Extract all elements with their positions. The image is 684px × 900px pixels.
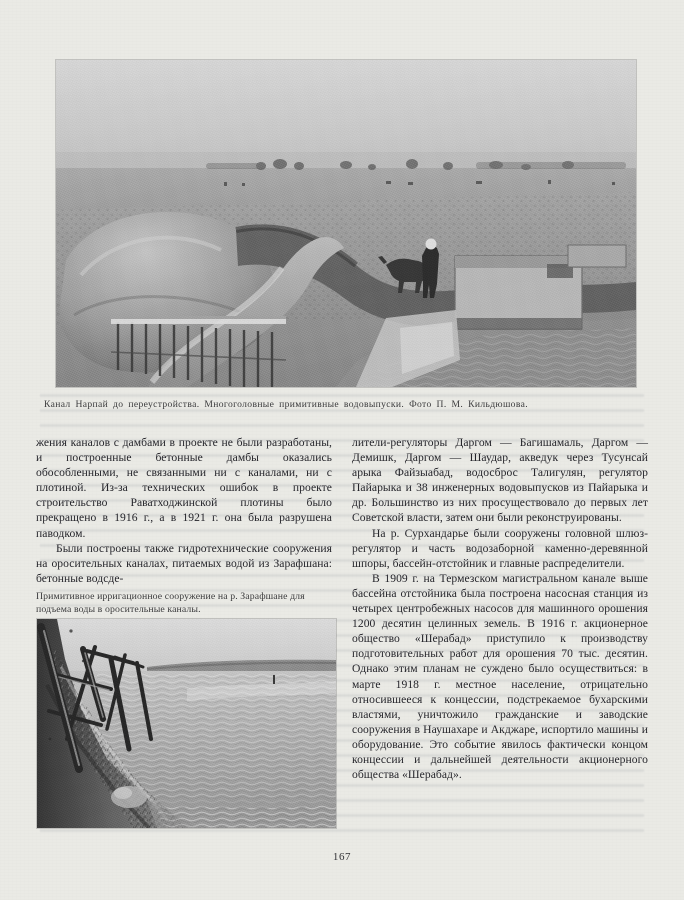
figure-photo-canal-nurpay [56,60,636,387]
text-column-left [36,435,332,618]
photo-grain-overlay [37,619,336,828]
paragraph: жения каналов с дамбами в проекте не были разработаны, и построенные бетонные дамбы оказались обособленными, не связанными ни с каналами, ни с плотиной. Из-за технических ошибок в проекте строительство Раватходжинской плотины было прекращено в 1916 г., а в 1921 г. она была разрушена паводком. [36,436,332,540]
page-number: 167 [332,851,352,863]
paragraph: лители-регуляторы Даргом — Багишамаль, Даргом — Демишк, Даргом — Шаудар, акведук через Тусунсай арыка Файзыабад, водосброс Талигулян, регулятор Пайарыка и 38 инженерных водовыпусков из Пайарыка и др. Большинство из них просуществовало до первых лет Советской власти, затем они были реконструированы. [352,436,648,525]
figure-photo-irrigation-device [37,619,336,828]
figure-caption-canal-nurpay: Канал Нарпай до переустройства. Многоголовные примитивные водовыпуски. Фото П. М. Кильдюшова. [44,399,528,410]
photo-grain-overlay [56,60,636,387]
paragraph: В 1909 г. на Термезском магистральном канале выше бассейна отстойника была построена насосная станция из четырех центробежных насосов для машинного орошения 1200 десятин целинных земель. В 1916 г. акционерное общество «Шерабад» приступило к производству подготовительных работ для орошения 70 тыс. десятин. Однако этим планам не суждено было осуществиться: в марте 1918 г. местное население, отрицательно относившееся к концессии, подстрекаемое бухарскими властями, уничтожило гражданские и заводские сооружения в Наушахаре и Акджаре, испортило машины и оборудование. Это событие явилось фактически концом концессии и дальнейшей деятельности акционерного общества «Шерабад». [352,571,648,782]
figure-caption-irrigation-device: Примитивное ирригационное сооружение на р. Зарафшане для подъема воды в оросительные каналы. [36,590,305,615]
paragraph: На р. Сурхандарье были сооружены головной шлюз-регулятор и часть водозаборной каменно-деревянной шпоры, бассейн-отстойник и главные распределители. [352,526,648,570]
paragraph: Были построены также гидротехнические сооружения на оросительных каналах, питаемых водой из Зарафшана: бетонные водсде- [36,541,332,585]
text-column-right [352,435,648,782]
